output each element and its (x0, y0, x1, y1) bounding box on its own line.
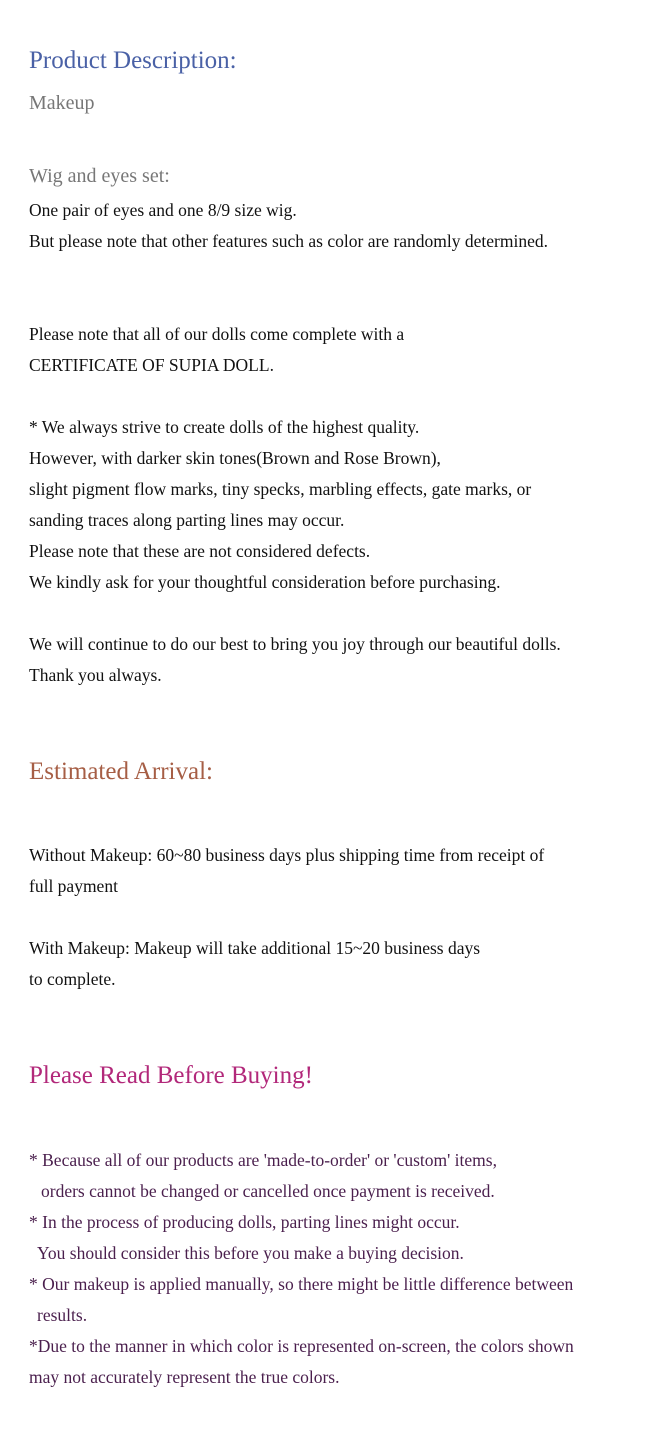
text-line: Without Makeup: 60~80 business days plus shipping time from receipt of (29, 845, 545, 865)
notice-line: may not accurately represent the true colors. (29, 1367, 340, 1387)
notice-line: You should consider this before you make a buying decision. (37, 1243, 464, 1263)
text-line: Thank you always. (29, 665, 162, 685)
quality-notice-text (29, 412, 531, 598)
makeup-label: Makeup (29, 92, 95, 114)
text-line: Please note that these are not considered defects. (29, 541, 371, 561)
product-description-heading: Product Description: (29, 47, 237, 74)
wig-eyes-label: Wig and eyes set: (29, 165, 170, 187)
notice-line: orders cannot be changed or cancelled once payment is received. (41, 1181, 495, 1201)
text-line: * We always strive to create dolls of the highest quality. (29, 417, 420, 437)
text-line: However, with darker skin tones(Brown and Rose Brown), (29, 448, 441, 468)
notice-line: * In the process of producing dolls, parting lines might occur. (29, 1212, 460, 1232)
read-before-buying-heading: Please Read Before Buying! (29, 1062, 313, 1089)
text-line: But please note that other features such as color are randomly determined. (29, 231, 548, 251)
text-line: We kindly ask for your thoughtful consideration before purchasing. (29, 572, 501, 592)
notice-line: *Due to the manner in which color is represented on-screen, the colors shown (29, 1336, 574, 1356)
text-line: full payment (29, 876, 118, 896)
text-line: Please note that all of our dolls come complete with a (29, 324, 405, 344)
closing-text (29, 629, 561, 691)
notice-line: * Our makeup is applied manually, so there might be little difference between (29, 1274, 574, 1294)
text-line: One pair of eyes and one 8/9 size wig. (29, 200, 297, 220)
text-line: sanding traces along parting lines may occur. (29, 510, 345, 530)
arrival-without-makeup (29, 840, 544, 902)
arrival-with-makeup (29, 933, 480, 995)
certificate-text (29, 319, 404, 381)
estimated-arrival-heading: Estimated Arrival: (29, 758, 213, 785)
text-line: slight pigment flow marks, tiny specks, marbling effects, gate marks, or (29, 479, 532, 499)
buying-notice-list (29, 1145, 574, 1393)
notice-line: results. (37, 1305, 88, 1325)
text-line: We will continue to do our best to bring you joy through our beautiful dolls. (29, 634, 561, 654)
wig-eyes-text (29, 195, 548, 257)
notice-line: * Because all of our products are 'made-to-order' or 'custom' items, (29, 1150, 497, 1170)
text-line: to complete. (29, 969, 116, 989)
text-line: With Makeup: Makeup will take additional 15~20 business days (29, 938, 481, 958)
text-line: CERTIFICATE OF SUPIA DOLL. (29, 355, 274, 375)
